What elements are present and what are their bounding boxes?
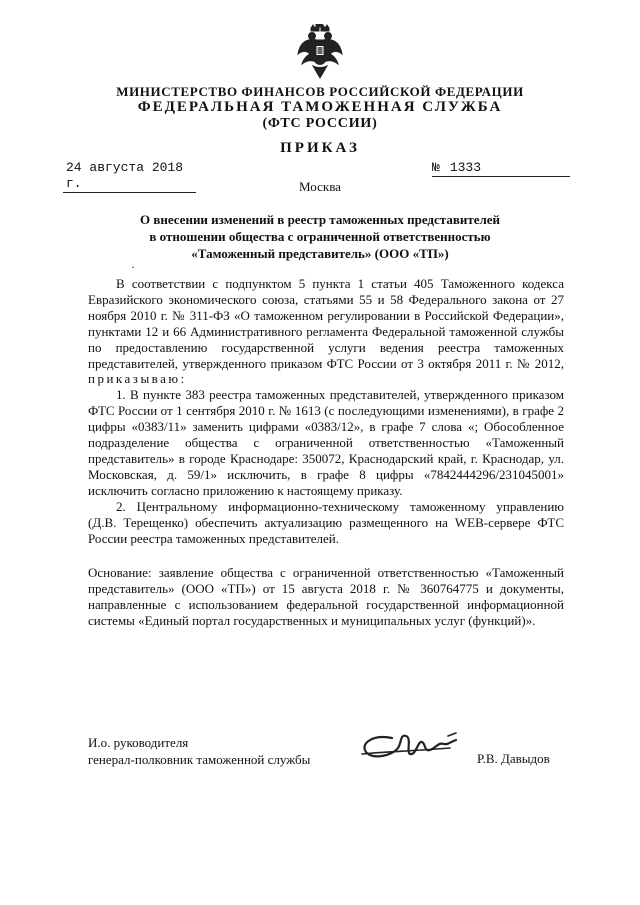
subject-line-2: в отношении общества с ограниченной ответственностью [149,229,491,244]
order-item-1: 1. В пункте 383 реестра таможенных представителей, утвержденного приказом ФТС России от 1 сентября 2010 г. № 1613 (с последующими изменениями), в графе 2 цифры «0383/11» заменить цифрами «0383/12», в графе 7 слова «; Обособленное подразделение общества с ограниченной ответственностью «Таможенный представитель» в городе Краснодаре: 350072, Краснодарский край, г. Краснодар, ул. Московская, д. 59/1» исключить, в графе 8 цифры «7842444296/231045001» исключить согласно приложению к настоящему приказу. [88,387,564,498]
document-type: ПРИКАЗ [280,140,360,156]
order-number-field [432,160,570,177]
state-emblem-icon [297,24,343,80]
order-body [88,276,564,629]
preamble-paragraph [88,276,564,387]
order-item-2: 2. Центральному информационно-техническому таможенному управлению (Д.В. Терещенко) обеспечить актуализацию размещенного на WEB-сервере ФТС России реестра таможенных представителей. [88,498,564,546]
ministry-name: МИНИСТЕРСТВО ФИНАНСОВ РОССИЙСКОЙ ФЕДЕРАЦИИ [116,84,524,99]
position-line-2: генерал-полковник таможенной службы [88,752,311,767]
city: Москва [299,179,341,194]
subject-line-1: О внесении изменений в реестр таможенных представителей [139,212,501,227]
order-subject [0,211,640,262]
basis-paragraph: Основание: заявление общества с ограниченной ответственностью «Таможенный представитель» (ООО «ТП») от 15 августа 2018 г. № 360764775 и документы, направленные с использованием федеральной государственной информационной системы «Единый портал государственных и муниципальных услуг (функций)». [88,565,564,629]
orders-word: приказываю: [88,371,187,387]
preamble-text: В соответствии с подпунктом 5 пункта 1 статьи 405 Таможенного кодекса Евразийского экономического союза, статьями 55 и 58 Федерального закона от 27 ноября 2010 г. № 311-ФЗ «О таможенном регулировании в Российской Федерации», пунктами 12 и 66 Административного регламента Федеральной таможенной службы по предоставлению государственной услуги ведения реестра таможенных представителей, утвержденного приказом ФТС России от 3 октября 2011 г. № 2012, [88,276,564,371]
service-abbreviation: (ФТС РОССИИ) [262,116,378,131]
service-name: ФЕДЕРАЛЬНАЯ ТАМОЖЕННАЯ СЛУЖБА [137,99,503,115]
position-line-1: И.о. руководителя [88,735,189,750]
number-sign: № [432,160,440,175]
order-number: 1333 [449,160,482,175]
stray-dot: · [131,260,135,274]
signatory-name: Р.В. Давыдов [477,751,550,766]
signatory-position [88,734,310,768]
subject-line-3: «Таможенный представитель» (ООО «ТП») [191,246,449,261]
handwritten-signature-icon [352,718,472,778]
order-date: 24 августа 2018 г. [63,160,196,193]
